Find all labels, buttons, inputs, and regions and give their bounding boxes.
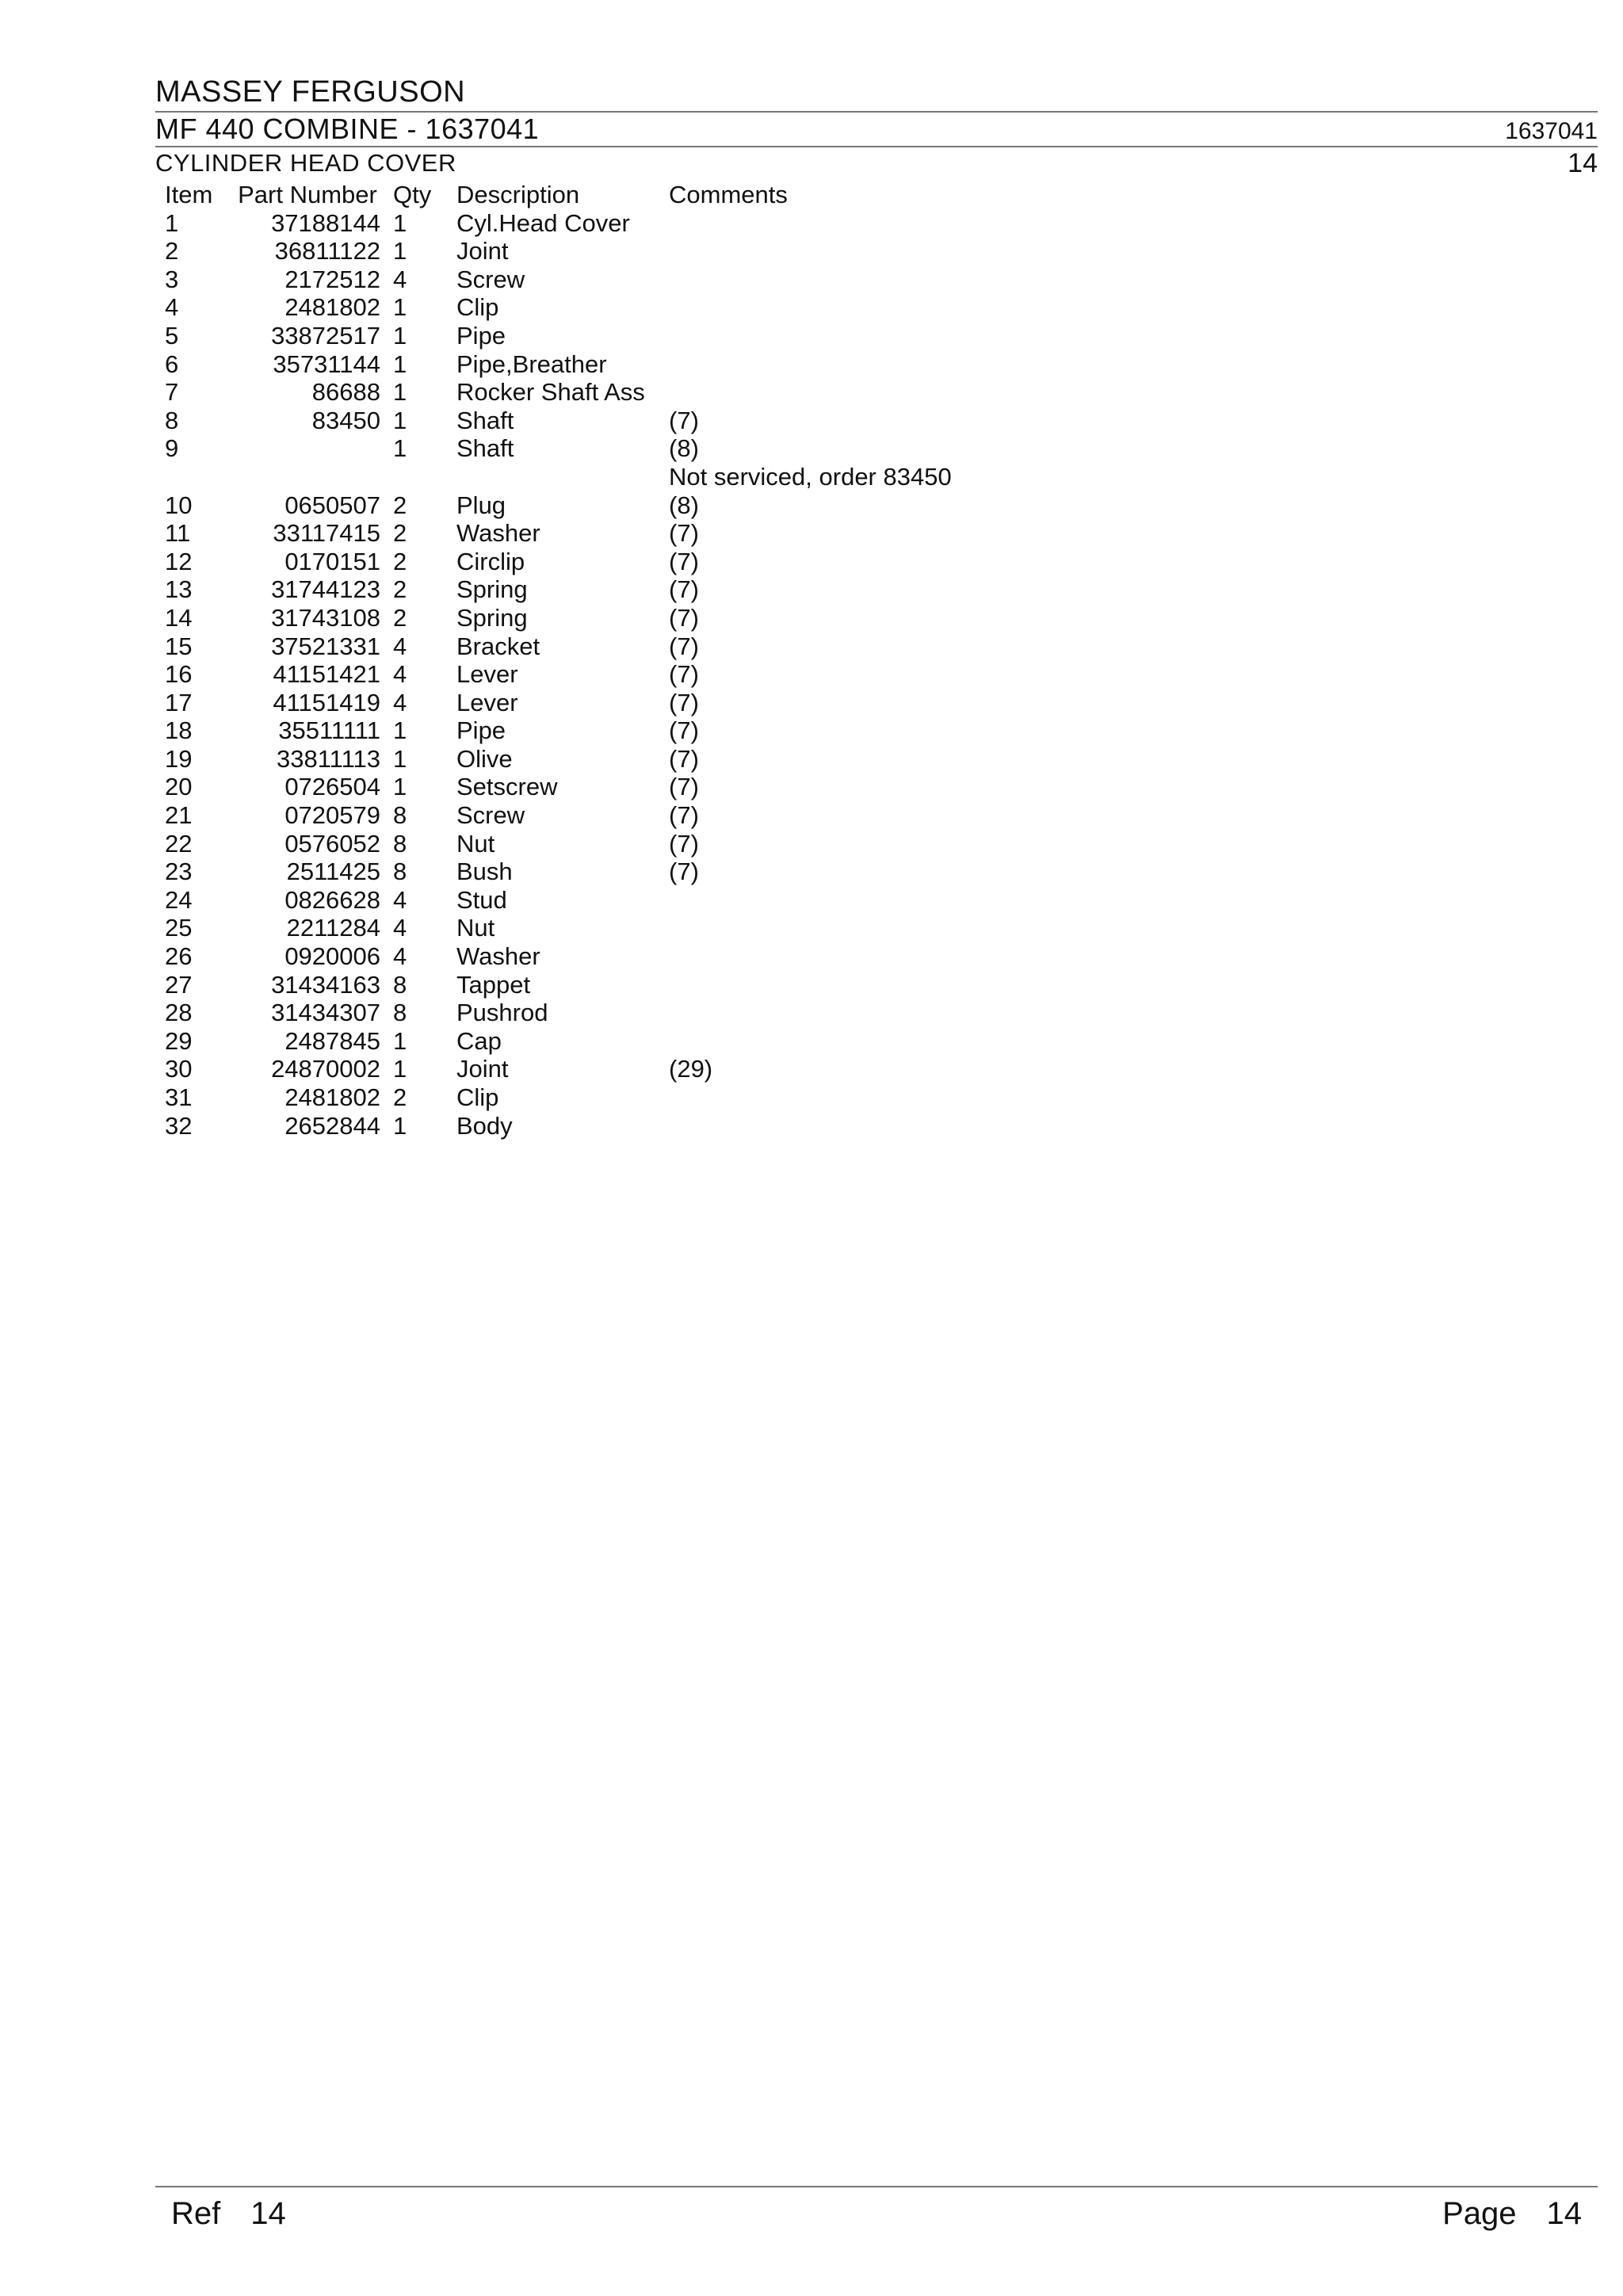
cell-item: 5: [165, 321, 179, 350]
footer-ref: [171, 2194, 286, 2233]
cell-part-number: 2652844: [285, 1111, 380, 1140]
cell-part-number: 31743108: [271, 603, 380, 632]
cell-description: Spring: [456, 603, 528, 632]
table-row: [165, 548, 1065, 576]
cell-qty: 2: [393, 1083, 407, 1111]
cell-qty: 2: [393, 547, 407, 575]
table-row: [165, 745, 1065, 774]
cell-part-number: 37521331: [271, 632, 380, 660]
table-row: [165, 378, 1065, 407]
table-row: [165, 604, 1065, 632]
cell-qty: 8: [393, 858, 407, 886]
cell-item: 29: [165, 1026, 193, 1055]
cell-item: 11: [165, 519, 191, 548]
cell-part-number: 2481802: [285, 293, 380, 322]
cell-comments: (7): [669, 688, 699, 716]
cell-item: 7: [165, 378, 179, 407]
cell-item: 19: [165, 744, 193, 773]
cell-part-number: 2211284: [286, 914, 380, 942]
cell-part-number: 31434307: [271, 999, 380, 1027]
table-row: [165, 407, 1065, 435]
footer-ref-value: 14: [250, 2196, 286, 2231]
table-row: [165, 1083, 1065, 1112]
section-row: [155, 147, 1598, 179]
cell-description: Shaft: [456, 434, 514, 463]
cell-description: Olive: [456, 744, 513, 773]
cell-comments: [669, 266, 1065, 294]
cell-comments: (29): [669, 1055, 713, 1083]
cell-item: 1: [165, 208, 179, 237]
cell-comments: [669, 1112, 1065, 1140]
cell-part-number: 2511425: [286, 858, 380, 886]
table-row: [165, 914, 1065, 942]
cell-item: 26: [165, 942, 193, 971]
table-row: [165, 971, 1065, 999]
cell-qty: 1: [393, 1111, 407, 1140]
cell-comments: [669, 971, 1065, 999]
column-header-description: Description: [456, 181, 580, 208]
cell-item: 22: [165, 829, 193, 858]
column-header-part-number: Part Number: [238, 181, 377, 208]
table-row: [165, 999, 1065, 1027]
cell-part-number: 41151419: [273, 688, 380, 716]
table-row: [165, 773, 1065, 801]
table-row: [165, 660, 1065, 689]
cell-description: Cyl.Head Cover: [456, 208, 630, 237]
cell-part-number: 0576052: [285, 829, 380, 858]
cell-item: 12: [165, 547, 193, 575]
footer-rule: [155, 2186, 1598, 2187]
cell-qty: 8: [393, 999, 407, 1027]
cell-description: Clip: [456, 293, 499, 322]
table-row: [165, 322, 1065, 350]
footer-page-value: 14: [1546, 2196, 1582, 2231]
cell-description: Stud: [456, 885, 507, 914]
cell-item: 17: [165, 688, 193, 716]
table-row: [165, 519, 1065, 548]
cell-item: 30: [165, 1055, 193, 1083]
table-row: [165, 209, 1065, 238]
cell-item: 13: [165, 575, 193, 604]
table-row: [165, 434, 1065, 463]
cell-item: [165, 463, 235, 491]
cell-part-number: 36811122: [274, 237, 380, 266]
cell-description: Plug: [456, 491, 506, 519]
cell-comments: [669, 293, 1065, 322]
table-row: [165, 632, 1065, 661]
cell-part-number: 0826628: [285, 885, 380, 914]
cell-item: 3: [165, 265, 179, 293]
table-row: [165, 801, 1065, 830]
cell-qty: 8: [393, 829, 407, 858]
cell-part-number: 41151421: [273, 660, 380, 689]
cell-qty: 8: [393, 970, 407, 999]
cell-description: Nut: [456, 914, 495, 942]
table-header-row: [165, 181, 1065, 209]
cell-comments: (7): [669, 632, 699, 660]
cell-qty: 2: [393, 575, 407, 604]
cell-qty: 4: [393, 914, 407, 942]
cell-description: Bracket: [456, 632, 540, 660]
cell-description: Nut: [456, 829, 495, 858]
cell-qty: 1: [393, 350, 407, 378]
table-row: [165, 491, 1065, 520]
cell-item: 6: [165, 350, 179, 378]
cell-qty: 1: [393, 321, 407, 350]
table-row: [165, 858, 1065, 886]
cell-qty: 1: [393, 208, 407, 237]
model-number: 1637041: [1505, 118, 1598, 144]
cell-qty: 1: [393, 237, 407, 266]
model-title: MF 440 COMBINE - 1637041: [155, 113, 540, 145]
cell-part-number: [235, 434, 393, 463]
cell-comments: [669, 914, 1065, 942]
table-row: [165, 575, 1065, 604]
column-header-qty: Qty: [393, 181, 432, 208]
cell-part-number: 31744123: [271, 575, 380, 604]
cell-part-number: 0170151: [285, 547, 380, 575]
cell-qty: 1: [393, 434, 407, 463]
cell-item: 15: [165, 632, 193, 660]
model-row: [155, 113, 1598, 146]
cell-item: 14: [165, 603, 193, 632]
cell-description: Setscrew: [456, 773, 558, 801]
cell-part-number: [235, 463, 393, 491]
cell-part-number: 35511111: [278, 716, 380, 745]
cell-qty: 1: [393, 773, 407, 801]
cell-comments: Not serviced, order 83450: [669, 462, 952, 491]
cell-qty: [393, 463, 456, 491]
cell-description: Joint: [456, 1055, 509, 1083]
cell-description: Spring: [456, 575, 528, 604]
cell-comments: [669, 322, 1065, 350]
cell-description: Washer: [456, 519, 540, 548]
cell-comments: (7): [669, 773, 699, 801]
cell-item: 16: [165, 660, 193, 689]
cell-part-number: 33872517: [271, 321, 380, 350]
cell-comments: (7): [669, 575, 699, 604]
cell-qty: 1: [393, 378, 407, 407]
cell-part-number: 0650507: [285, 491, 380, 519]
cell-qty: 4: [393, 660, 407, 689]
cell-item: 24: [165, 885, 193, 914]
cell-comments: [669, 237, 1065, 266]
cell-qty: 4: [393, 265, 407, 293]
cell-description: Clip: [456, 1083, 499, 1111]
table-row: [165, 237, 1065, 266]
cell-description: [456, 463, 669, 491]
cell-description: Lever: [456, 660, 518, 689]
cell-comments: (7): [669, 519, 699, 548]
footer-page-label: Page: [1442, 2196, 1517, 2231]
cell-description: Screw: [456, 801, 525, 830]
cell-comments: (7): [669, 547, 699, 575]
cell-comments: [669, 942, 1065, 971]
cell-item: 10: [165, 491, 193, 519]
cell-part-number: 2481802: [285, 1083, 380, 1111]
cell-item: 25: [165, 914, 193, 942]
cell-item: 21: [165, 801, 193, 830]
cell-description: Screw: [456, 265, 525, 293]
cell-description: Rocker Shaft Ass: [456, 378, 645, 407]
parts-table: [165, 181, 1065, 1140]
cell-qty: 1: [393, 1055, 407, 1083]
cell-description: Pushrod: [456, 999, 548, 1027]
cell-part-number: 0920006: [285, 942, 380, 971]
cell-qty: 2: [393, 491, 407, 519]
cell-qty: 1: [393, 406, 407, 434]
column-header-comments: Comments: [669, 181, 788, 208]
table-row: [165, 1055, 1065, 1083]
cell-description: Shaft: [456, 406, 514, 434]
cell-description: Pipe,Breather: [456, 350, 607, 378]
cell-part-number: 2172512: [285, 265, 380, 293]
cell-part-number: 33811113: [276, 744, 380, 773]
cell-comments: [669, 209, 1065, 238]
table-row: [165, 1027, 1065, 1056]
footer-ref-label: Ref: [171, 2196, 221, 2231]
cell-item: 4: [165, 293, 179, 322]
cell-item: 9: [165, 434, 179, 463]
cell-comments: (7): [669, 858, 699, 886]
cell-comments: (7): [669, 716, 699, 745]
cell-comments: [669, 886, 1065, 915]
cell-description: Circlip: [456, 547, 525, 575]
cell-part-number: 0726504: [285, 773, 380, 801]
table-row: [165, 716, 1065, 745]
cell-qty: 1: [393, 293, 407, 322]
cell-qty: 8: [393, 801, 407, 830]
cell-item: 27: [165, 970, 193, 999]
cell-qty: 4: [393, 632, 407, 660]
cell-comments: [669, 350, 1065, 379]
cell-description: Bush: [456, 858, 513, 886]
cell-comments: (7): [669, 660, 699, 689]
cell-comments: (7): [669, 801, 699, 830]
table-row: [165, 293, 1065, 322]
table-row: [165, 830, 1065, 858]
cell-qty: 4: [393, 942, 407, 971]
cell-qty: 2: [393, 519, 407, 548]
cell-comments: (7): [669, 829, 699, 858]
cell-qty: 4: [393, 885, 407, 914]
cell-item: 31: [165, 1083, 193, 1111]
cell-part-number: 31434163: [271, 970, 380, 999]
cell-description: Cap: [456, 1026, 502, 1055]
table-row: [165, 350, 1065, 379]
cell-item: 2: [165, 237, 179, 266]
footer-page: [1442, 2194, 1582, 2233]
table-row: [165, 886, 1065, 915]
cell-qty: 4: [393, 688, 407, 716]
table-row: [165, 1112, 1065, 1140]
cell-description: Lever: [456, 688, 518, 716]
cell-description: Joint: [456, 237, 509, 266]
cell-part-number: 24870002: [271, 1055, 380, 1083]
cell-description: Tappet: [456, 970, 531, 999]
cell-qty: 1: [393, 1026, 407, 1055]
cell-comments: (8): [669, 491, 699, 519]
table-row: [165, 942, 1065, 971]
cell-part-number: 33117415: [273, 519, 380, 548]
section-title: CYLINDER HEAD COVER: [155, 149, 456, 177]
cell-comments: [669, 1083, 1065, 1112]
cell-part-number: 0720579: [285, 801, 380, 830]
cell-item: 23: [165, 858, 193, 886]
cell-comments: (7): [669, 603, 699, 632]
cell-part-number: 83450: [311, 406, 380, 434]
cell-qty: 2: [393, 603, 407, 632]
cell-description: Pipe: [456, 321, 506, 350]
cell-comments: (8): [669, 434, 699, 463]
cell-comments: (7): [669, 406, 699, 434]
table-row: [165, 689, 1065, 717]
cell-qty: 1: [393, 744, 407, 773]
cell-comments: [669, 1027, 1065, 1056]
cell-comments: [669, 999, 1065, 1027]
table-row: [165, 266, 1065, 294]
cell-part-number: 35731144: [273, 350, 380, 378]
cell-item: 32: [165, 1111, 193, 1140]
parts-table-body: [165, 209, 1065, 1140]
column-header-item: Item: [165, 181, 213, 208]
cell-part-number: 2487845: [285, 1026, 380, 1055]
cell-item: 20: [165, 773, 193, 801]
cell-part-number: 86688: [311, 378, 380, 407]
cell-description: Washer: [456, 942, 540, 971]
table-row: [165, 463, 1065, 491]
cell-item: 18: [165, 716, 193, 745]
section-ref-number: 14: [1568, 148, 1598, 178]
cell-item: 28: [165, 999, 193, 1027]
cell-comments: (7): [669, 744, 699, 773]
parts-page: [155, 73, 1598, 2276]
cell-comments: [669, 378, 1065, 407]
brand-title: MASSEY FERGUSON: [155, 75, 466, 109]
cell-item: 8: [165, 406, 179, 434]
cell-description: Pipe: [456, 716, 506, 745]
cell-part-number: 37188144: [271, 208, 380, 237]
cell-qty: 1: [393, 716, 407, 745]
cell-description: Body: [456, 1111, 513, 1140]
